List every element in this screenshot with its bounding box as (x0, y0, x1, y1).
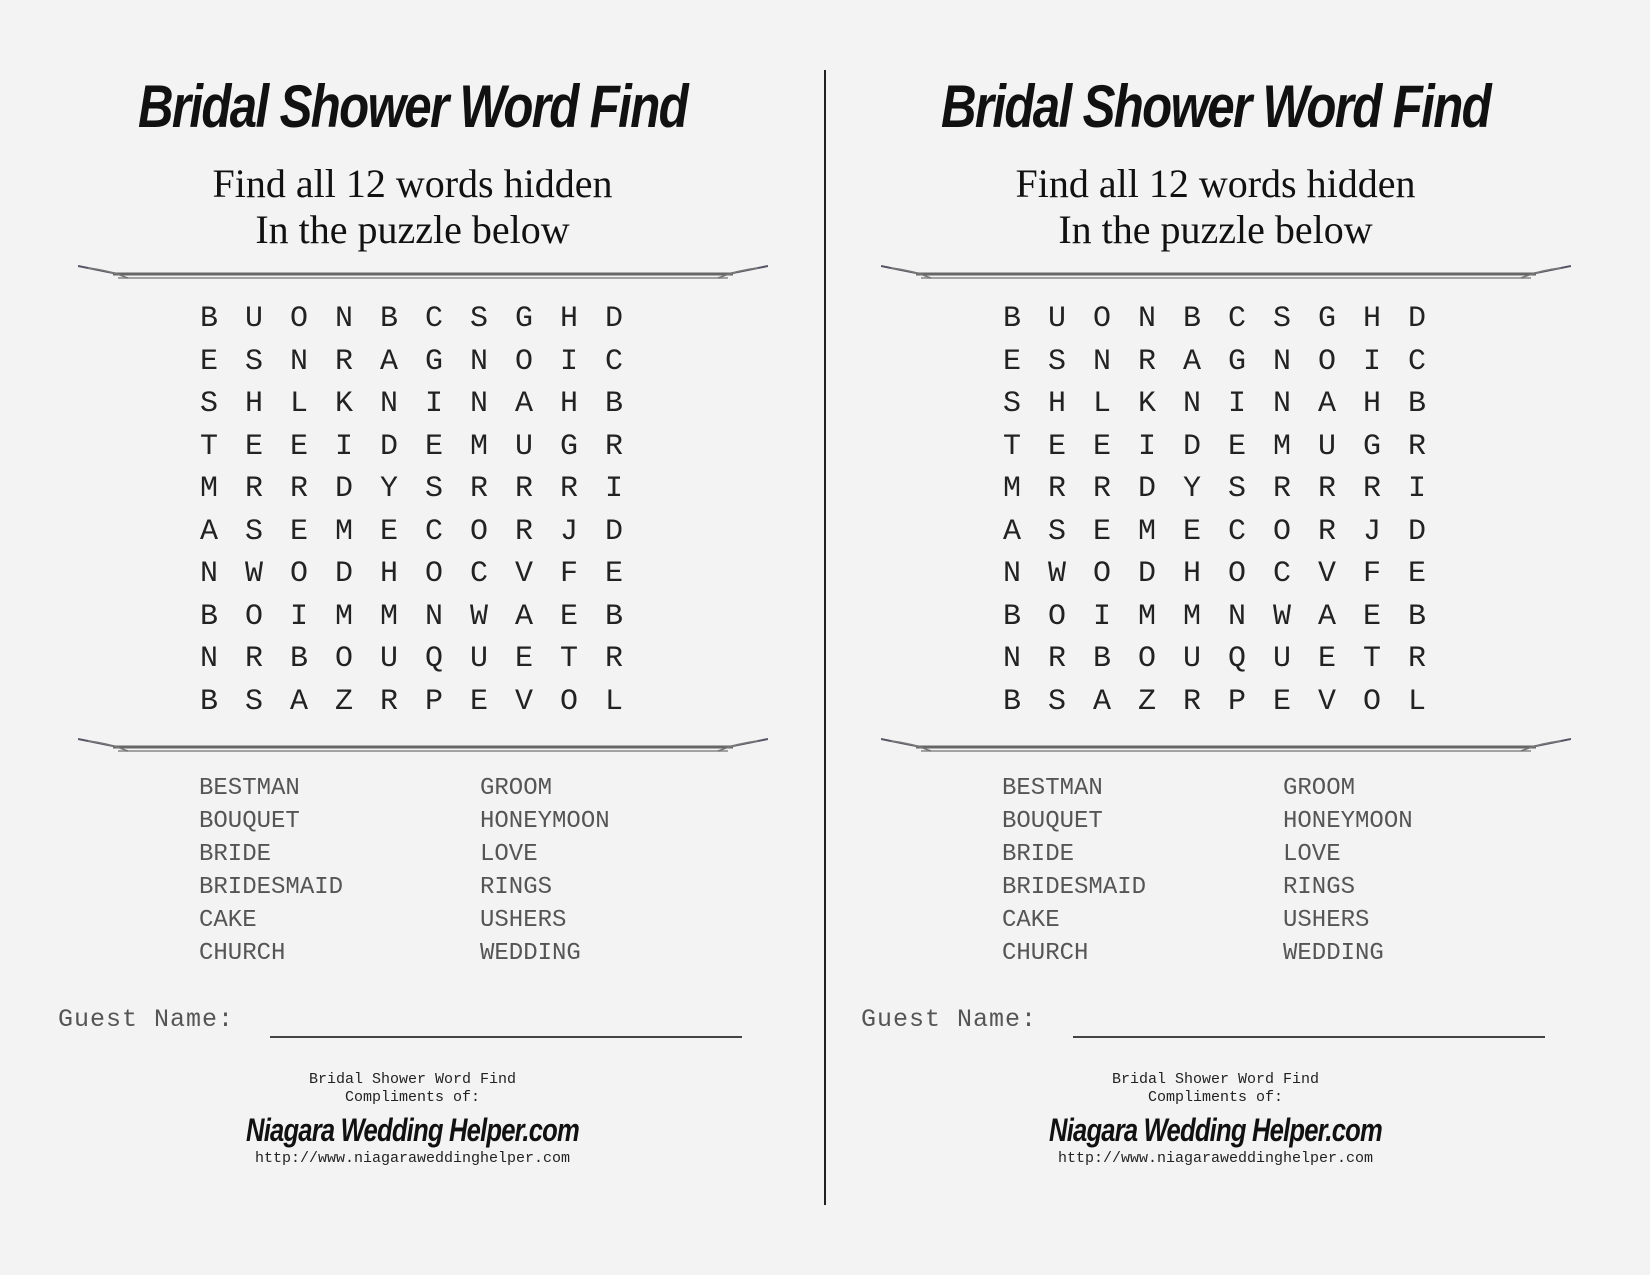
grid-letter: R (1408, 642, 1427, 676)
grid-letter: S (245, 684, 264, 719)
grid-letter: W (1048, 557, 1067, 591)
grid-letter: H (560, 302, 579, 336)
word-list-item: BRIDE (199, 841, 272, 868)
grid-letter: N (470, 344, 489, 379)
grid-letter: P (1228, 684, 1247, 719)
grid-letter: O (560, 684, 579, 719)
grid-row (1003, 515, 1453, 558)
grid-letter: S (1003, 387, 1022, 421)
grid-letter: M (380, 599, 399, 634)
word-list-column-2 (480, 775, 610, 973)
grid-row (200, 387, 650, 430)
grid-letter: H (560, 387, 579, 421)
grid-letter: F (1363, 557, 1382, 591)
footer-compliments: Compliments of: (1147, 1089, 1284, 1106)
grid-letter: E (1093, 429, 1112, 464)
grid-letter: M (1183, 599, 1202, 634)
word-list-item: USHERS (1283, 907, 1370, 934)
grid-letter: D (335, 472, 354, 506)
grid-letter: E (290, 514, 309, 549)
grid-letter: N (1093, 344, 1112, 379)
grid-letter: R (605, 429, 624, 464)
grid-letter: B (605, 387, 624, 421)
grid-letter: J (560, 514, 579, 549)
grid-letter: I (605, 472, 624, 506)
grid-letter: H (380, 557, 399, 591)
grid-row (1003, 472, 1453, 515)
grid-letter: A (1318, 599, 1337, 634)
grid-letter: Q (1228, 642, 1247, 676)
grid-letter: A (200, 514, 219, 549)
grid-letter: O (1048, 599, 1067, 634)
grid-letter: D (335, 557, 354, 591)
grid-letter: D (1183, 429, 1202, 464)
grid-letter: C (425, 514, 444, 549)
grid-letter: H (245, 387, 264, 421)
grid-letter: O (425, 557, 444, 591)
grid-row (200, 430, 650, 473)
grid-letter: N (1183, 387, 1202, 421)
grid-letter: B (1183, 302, 1202, 336)
grid-letter: B (200, 302, 219, 336)
grid-letter: H (1363, 387, 1382, 421)
grid-letter: A (1093, 684, 1112, 719)
grid-letter: S (1048, 684, 1067, 719)
grid-letter: E (1408, 557, 1427, 591)
grid-letter: E (1183, 514, 1202, 549)
grid-letter: E (425, 429, 444, 464)
instructions-line-1: Find all 12 words hidden (1015, 161, 1416, 206)
word-list-item: LOVE (480, 841, 538, 868)
word-list-column-2 (1283, 775, 1413, 973)
grid-letter: R (290, 472, 309, 506)
word-list-item: BOUQUET (1002, 808, 1103, 835)
grid-letter: S (470, 302, 489, 336)
grid-letter: H (1048, 387, 1067, 421)
grid-letter: R (1363, 472, 1382, 506)
word-list-item: RINGS (1283, 874, 1356, 901)
grid-letter: R (560, 472, 579, 506)
grid-letter: C (470, 557, 489, 591)
grid-letter: I (560, 344, 579, 379)
grid-letter: B (1093, 642, 1112, 676)
grid-letter: B (200, 599, 219, 634)
grid-letter: S (245, 344, 264, 379)
grid-letter: A (290, 684, 309, 719)
grid-letter: S (1048, 344, 1067, 379)
grid-letter: C (425, 302, 444, 336)
grid-letter: E (1228, 429, 1247, 464)
grid-letter: R (1183, 684, 1202, 719)
grid-letter: B (1408, 387, 1427, 421)
grid-row (1003, 387, 1453, 430)
grid-letter: E (290, 429, 309, 464)
grid-letter: I (335, 429, 354, 464)
grid-letter: R (335, 344, 354, 379)
grid-letter: Z (335, 684, 354, 719)
grid-letter: E (1048, 429, 1067, 464)
footer-title: Bridal Shower Word Find (308, 1071, 517, 1088)
word-list-item: BOUQUET (199, 808, 300, 835)
grid-letter: S (1273, 302, 1292, 336)
grid-letter: M (335, 599, 354, 634)
grid-letter: F (560, 557, 579, 591)
word-list-item: GROOM (1283, 775, 1356, 802)
grid-letter: M (200, 472, 219, 506)
grid-letter: C (1228, 514, 1247, 549)
instructions-line-2: In the puzzle below (255, 207, 570, 252)
grid-letter: J (1363, 514, 1382, 549)
grid-letter: E (1003, 344, 1022, 379)
grid-letter: N (290, 344, 309, 379)
grid-letter: G (515, 302, 534, 336)
grid-letter: I (1408, 472, 1427, 506)
grid-letter: V (515, 684, 534, 719)
grid-letter: E (1363, 599, 1382, 634)
grid-letter: U (1318, 429, 1337, 464)
grid-letter: R (1093, 472, 1112, 506)
grid-letter: Z (1138, 684, 1157, 719)
grid-letter: O (1093, 302, 1112, 336)
grid-letter: A (1318, 387, 1337, 421)
word-list-column-1 (1002, 775, 1146, 973)
grid-letter: T (200, 429, 219, 464)
grid-letter: N (1273, 344, 1292, 379)
grid-row (1003, 557, 1453, 600)
word-list-item: BESTMAN (1002, 775, 1103, 802)
grid-letter: K (1138, 387, 1157, 421)
grid-letter: U (1183, 642, 1202, 676)
grid-letter: S (200, 387, 219, 421)
grid-letter: Y (1183, 472, 1202, 506)
grid-letter: C (1228, 302, 1247, 336)
word-list-item: HONEYMOON (480, 808, 610, 835)
footer-compliments: Compliments of: (344, 1089, 481, 1106)
grid-letter: L (290, 387, 309, 421)
word-list-item: LOVE (1283, 841, 1341, 868)
letter-grid (1003, 302, 1453, 727)
grid-letter: R (1048, 472, 1067, 506)
grid-letter: R (515, 472, 534, 506)
grid-letter: B (1003, 302, 1022, 336)
grid-letter: N (1003, 642, 1022, 676)
grid-letter: M (1138, 599, 1157, 634)
grid-letter: L (605, 684, 624, 719)
grid-letter: E (470, 684, 489, 719)
grid-letter: M (1273, 429, 1292, 464)
grid-letter: N (1273, 387, 1292, 421)
grid-letter: O (515, 344, 534, 379)
grid-letter: U (245, 302, 264, 336)
grid-row (200, 557, 650, 600)
grid-letter: U (470, 642, 489, 676)
grid-row (1003, 685, 1453, 728)
grid-letter: M (335, 514, 354, 549)
grid-letter: D (1138, 557, 1157, 591)
word-list-item: CHURCH (199, 940, 286, 967)
grid-letter: O (290, 302, 309, 336)
grid-letter: I (1093, 599, 1112, 634)
grid-letter: V (1318, 684, 1337, 719)
grid-letter: T (1003, 429, 1022, 464)
grid-letter: D (605, 514, 624, 549)
grid-letter: O (1318, 344, 1337, 379)
grid-row (200, 685, 650, 728)
grid-letter: W (1273, 599, 1292, 634)
grid-letter: T (560, 642, 579, 676)
grid-letter: N (200, 642, 219, 676)
grid-letter: G (1363, 429, 1382, 464)
page-title: Bridal Shower Word Find (137, 73, 688, 140)
grid-letter: R (605, 642, 624, 676)
guest-name-label: Guest Name: (58, 1005, 235, 1034)
grid-letter: Q (425, 642, 444, 676)
grid-letter: B (290, 642, 309, 676)
word-list-item: BESTMAN (199, 775, 300, 802)
grid-letter: C (1273, 557, 1292, 591)
grid-letter: M (1003, 472, 1022, 506)
grid-letter: B (605, 599, 624, 634)
grid-letter: V (515, 557, 534, 591)
instructions-line-1: Find all 12 words hidden (212, 161, 613, 206)
grid-letter: W (470, 599, 489, 634)
guest-name-line (270, 1036, 742, 1038)
grid-letter: A (515, 599, 534, 634)
guest-name-label: Guest Name: (861, 1005, 1038, 1034)
grid-letter: P (425, 684, 444, 719)
grid-letter: R (245, 642, 264, 676)
word-list-item: BRIDESMAID (1002, 874, 1147, 901)
grid-letter: R (245, 472, 264, 506)
grid-letter: I (425, 387, 444, 421)
word-list-item: CHURCH (1002, 940, 1089, 967)
guest-name-line (1073, 1036, 1545, 1038)
grid-letter: O (1228, 557, 1247, 591)
grid-letter: G (560, 429, 579, 464)
ornamental-divider-bottom (78, 735, 768, 757)
grid-letter: N (1228, 599, 1247, 634)
page-title: Bridal Shower Word Find (940, 73, 1491, 140)
grid-letter: E (380, 514, 399, 549)
ornamental-divider-top (881, 262, 1571, 284)
grid-letter: A (1003, 514, 1022, 549)
grid-row (1003, 600, 1453, 643)
grid-letter: A (515, 387, 534, 421)
ornamental-divider-bottom (881, 735, 1571, 757)
grid-letter: D (1408, 302, 1427, 336)
grid-letter: U (380, 642, 399, 676)
grid-letter: R (1048, 642, 1067, 676)
grid-letter: O (1273, 514, 1292, 549)
grid-letter: D (605, 302, 624, 336)
word-list-item: GROOM (480, 775, 553, 802)
grid-letter: D (380, 429, 399, 464)
grid-letter: N (380, 387, 399, 421)
word-find-card-right (803, 0, 1628, 1275)
word-list-item: CAKE (1002, 907, 1060, 934)
grid-letter: A (1183, 344, 1202, 379)
grid-letter: E (1318, 642, 1337, 676)
letter-grid (200, 302, 650, 727)
grid-letter: Y (380, 472, 399, 506)
grid-letter: R (1318, 514, 1337, 549)
grid-letter: I (1228, 387, 1247, 421)
grid-letter: D (1138, 472, 1157, 506)
grid-row (200, 642, 650, 685)
grid-letter: O (470, 514, 489, 549)
word-list-item: WEDDING (1283, 940, 1384, 967)
grid-row (1003, 642, 1453, 685)
grid-letter: E (515, 642, 534, 676)
website-url: http://www.niagaraweddinghelper.com (254, 1150, 571, 1167)
grid-row (1003, 302, 1453, 345)
grid-letter: E (245, 429, 264, 464)
grid-row (200, 302, 650, 345)
grid-letter: S (245, 514, 264, 549)
grid-letter: R (1273, 472, 1292, 506)
grid-row (200, 472, 650, 515)
grid-letter: W (245, 557, 264, 591)
grid-letter: N (1138, 302, 1157, 336)
brand-logo-text: Niagara Wedding Helper.com (246, 1112, 579, 1148)
grid-letter: I (1363, 344, 1382, 379)
grid-letter: S (425, 472, 444, 506)
grid-letter: G (1228, 344, 1247, 379)
grid-letter: R (1318, 472, 1337, 506)
grid-letter: N (200, 557, 219, 591)
grid-letter: O (335, 642, 354, 676)
grid-letter: U (1048, 302, 1067, 336)
grid-letter: E (605, 557, 624, 591)
grid-letter: O (1363, 684, 1382, 719)
grid-letter: U (1273, 642, 1292, 676)
grid-row (1003, 345, 1453, 388)
grid-letter: E (560, 599, 579, 634)
grid-letter: N (1003, 557, 1022, 591)
grid-letter: C (605, 344, 624, 379)
ornamental-divider-top (78, 262, 768, 284)
grid-letter: R (1138, 344, 1157, 379)
grid-letter: E (1273, 684, 1292, 719)
grid-letter: B (1003, 684, 1022, 719)
grid-letter: A (380, 344, 399, 379)
grid-letter: D (1408, 514, 1427, 549)
grid-letter: S (1228, 472, 1247, 506)
grid-letter: S (1048, 514, 1067, 549)
word-list-item: HONEYMOON (1283, 808, 1413, 835)
word-list-item: USHERS (480, 907, 567, 934)
grid-letter: C (1408, 344, 1427, 379)
grid-letter: N (335, 302, 354, 336)
grid-letter: T (1363, 642, 1382, 676)
grid-letter: M (470, 429, 489, 464)
grid-letter: L (1408, 684, 1427, 719)
brand-logo-text: Niagara Wedding Helper.com (1049, 1112, 1382, 1148)
grid-letter: B (1408, 599, 1427, 634)
grid-letter: O (245, 599, 264, 634)
grid-letter: E (200, 344, 219, 379)
grid-letter: M (1138, 514, 1157, 549)
word-list-item: WEDDING (480, 940, 581, 967)
grid-letter: B (1003, 599, 1022, 634)
grid-letter: H (1363, 302, 1382, 336)
grid-row (200, 515, 650, 558)
word-list-column-1 (199, 775, 343, 973)
grid-letter: G (425, 344, 444, 379)
grid-letter: K (335, 387, 354, 421)
grid-letter: E (1093, 514, 1112, 549)
grid-letter: N (470, 387, 489, 421)
grid-row (1003, 430, 1453, 473)
grid-letter: R (380, 684, 399, 719)
word-list-item: CAKE (199, 907, 257, 934)
grid-letter: I (290, 599, 309, 634)
grid-letter: R (1408, 429, 1427, 464)
grid-letter: R (470, 472, 489, 506)
grid-letter: B (380, 302, 399, 336)
word-list-item: BRIDESMAID (199, 874, 344, 901)
grid-letter: I (1138, 429, 1157, 464)
grid-row (200, 600, 650, 643)
grid-letter: L (1093, 387, 1112, 421)
grid-letter: O (1093, 557, 1112, 591)
grid-letter: N (425, 599, 444, 634)
grid-letter: H (1183, 557, 1202, 591)
website-url: http://www.niagaraweddinghelper.com (1057, 1150, 1374, 1167)
grid-letter: R (515, 514, 534, 549)
grid-row (200, 345, 650, 388)
grid-letter: O (290, 557, 309, 591)
word-list-item: BRIDE (1002, 841, 1075, 868)
grid-letter: B (200, 684, 219, 719)
grid-letter: O (1138, 642, 1157, 676)
word-list-item: RINGS (480, 874, 553, 901)
grid-letter: U (515, 429, 534, 464)
footer-title: Bridal Shower Word Find (1111, 1071, 1320, 1088)
grid-letter: V (1318, 557, 1337, 591)
instructions-line-2: In the puzzle below (1058, 207, 1373, 252)
grid-letter: G (1318, 302, 1337, 336)
